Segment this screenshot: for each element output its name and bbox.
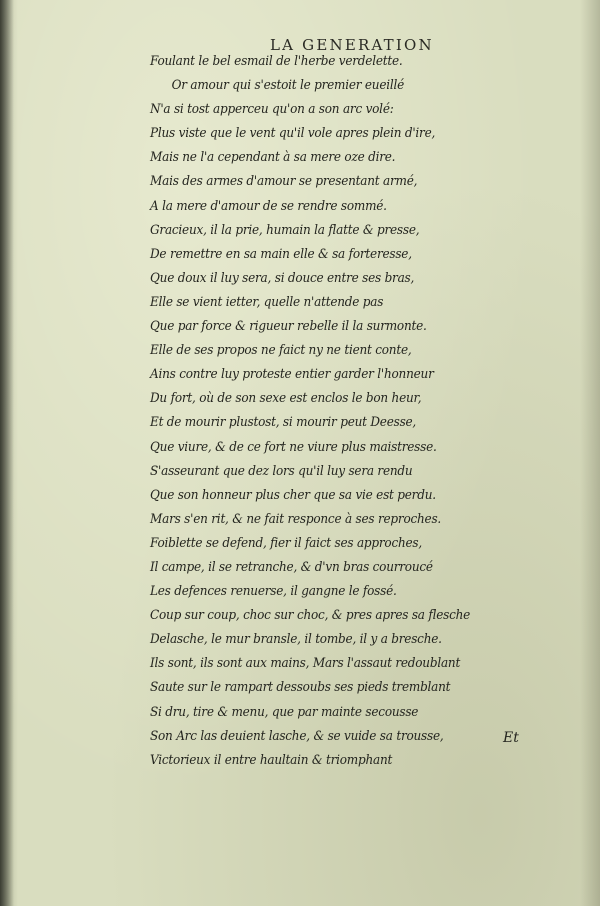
catchword: Et: [503, 730, 519, 746]
verse-line: Foiblette se defend, fier il faict ses approches,: [150, 535, 422, 551]
verse-line: Saute sur le rampart dessoubs ses pieds tremblant: [150, 680, 451, 696]
page-gutter-shadow: [0, 0, 14, 906]
verse-line: Du fort, où de son sexe est enclos le bon heur,: [150, 391, 422, 407]
verse-line: Les defences renuerse, il gangne le fossé.: [150, 584, 397, 600]
verse-line: Il campe, il se retranche, & d'vn bras courroucé: [150, 559, 433, 575]
poem-verses: [150, 50, 490, 773]
verse-line: Que doux il luy sera, si douce entre ses bras,: [150, 270, 415, 286]
verse-line: A la mere d'amour de se rendre sommé.: [150, 198, 387, 214]
running-head: LA GENERATION: [270, 36, 434, 54]
verse-line: Mais ne l'a cependant à sa mere oze dire.: [150, 150, 396, 166]
verse-line: Or amour qui s'estoit le premier eueillé: [171, 78, 405, 94]
verse-line: Gracieux, il la prie, humain la flatte & presse,: [150, 222, 420, 238]
verse-line: N'a si tost apperceu qu'on a son arc volé:: [150, 102, 394, 118]
verse-line: Mars s'en rit, & ne fait responce à ses reproches.: [150, 511, 442, 527]
verse-line: Que viure, & de ce fort ne viure plus maistresse.: [150, 439, 437, 455]
verse-line: De remettre en sa main elle & sa forteresse,: [150, 246, 412, 262]
verse-line: Plus viste que le vent qu'il vole apres plein d'ire,: [150, 126, 436, 142]
verse-line: S'asseurant que dez lors qu'il luy sera rendu: [150, 463, 413, 479]
verse-line: Delasche, le mur bransle, il tombe, il y a bresche.: [150, 632, 442, 648]
verse-line: Coup sur coup, choc sur choc, & pres apres sa flesche: [150, 608, 471, 624]
verse-line: Et de mourir plustost, si mourir peut Deesse,: [150, 415, 417, 431]
verse-line: Elle de ses propos ne faict ny ne tient conte,: [150, 343, 412, 359]
verse-line: Ils sont, ils sont aux mains, Mars l'assaut redoublant: [150, 656, 461, 672]
verse-line: Si dru, tire & menu, que par mainte secousse: [150, 704, 419, 720]
verse-line: Elle se vient ietter, quelle n'attende pas: [150, 294, 384, 310]
verse-line: Que son honneur plus cher que sa vie est perdu.: [150, 487, 436, 503]
verse-line: Foulant le bel esmail de l'herbe verdelette.: [150, 54, 403, 69]
verse-line: Mais des armes d'amour se presentant armé,: [150, 174, 418, 190]
verse-line: Que par force & rigueur rebelle il la surmonte.: [150, 319, 427, 335]
verse-line: Son Arc las deuient lasche, & se vuide sa trousse,: [150, 728, 444, 744]
verse-line: Victorieux il entre haultain & triomphant: [150, 752, 393, 768]
verse-line: Ains contre luy proteste entier garder l'honneur: [150, 367, 434, 383]
